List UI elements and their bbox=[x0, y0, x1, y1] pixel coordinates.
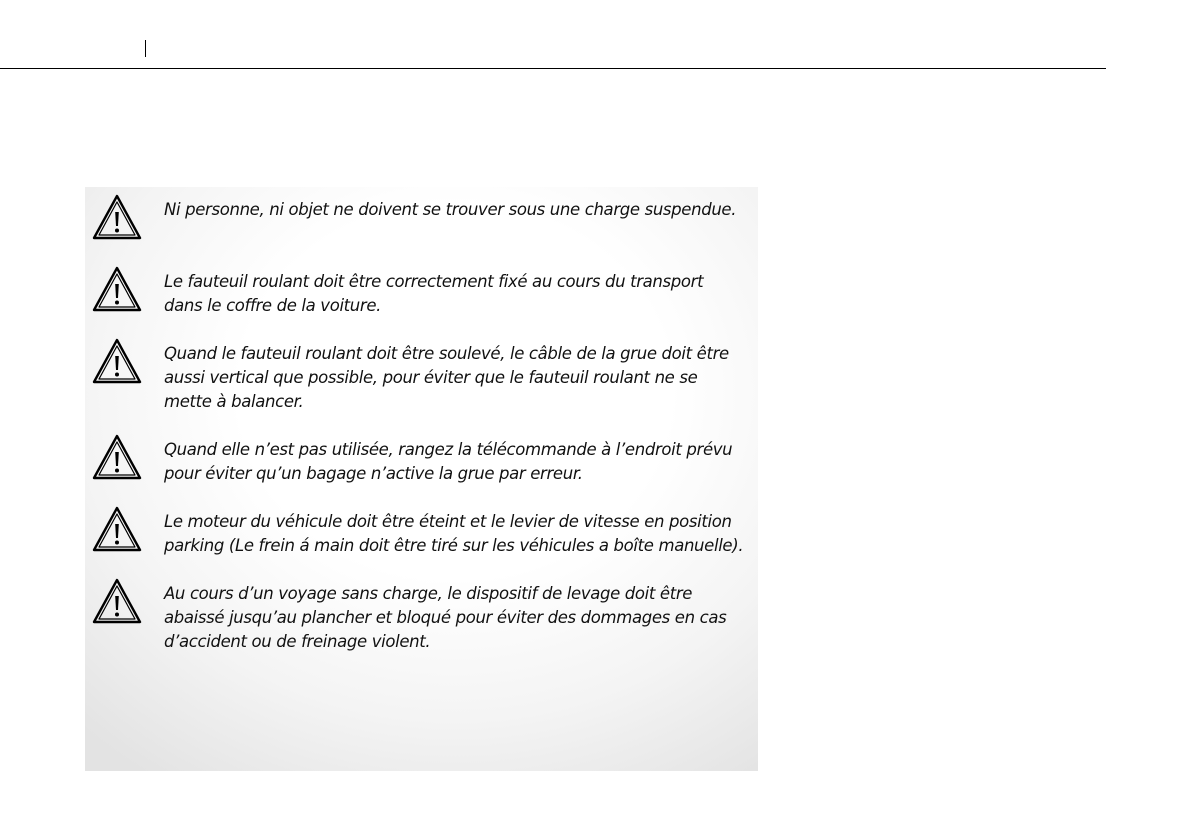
header-rule bbox=[0, 68, 1106, 69]
warning-text: Le fauteuil roulant doit être correctement fixé au cours du transport dans le coffre de la voiture. bbox=[164, 272, 704, 315]
warning-text: Le moteur du véhicule doit être éteint et le levier de vitesse en position parking (Le frein á main doit être tiré sur les véhicules a boîte manuelle). bbox=[164, 512, 744, 555]
warning-triangle-icon bbox=[92, 266, 142, 312]
warning-triangle-icon bbox=[92, 578, 142, 624]
warning-triangle-icon bbox=[92, 194, 142, 240]
header-tick-mark bbox=[145, 40, 146, 57]
warning-triangle-icon bbox=[92, 338, 142, 384]
warning-text: Au cours d’un voyage sans charge, le dispositif de levage doit être abaissé jusqu’au plancher et bloqué pour éviter des dommages en cas d’accident ou de freinage violent. bbox=[164, 584, 727, 651]
warning-text: Quand le fauteuil roulant doit être soulevé, le câble de la grue doit être aussi vertical que possible, pour éviter que le fauteuil roulant ne se mette à balancer. bbox=[164, 344, 729, 411]
warning-triangle-icon bbox=[92, 506, 142, 552]
warning-triangle-icon bbox=[92, 434, 142, 480]
warning-text: Ni personne, ni objet ne doivent se trouver sous une charge suspendue. bbox=[164, 200, 737, 219]
warning-box bbox=[85, 187, 758, 771]
warning-text: Quand elle n’est pas utilisée, rangez la télécommande à l’endroit prévu pour éviter qu’un bagage n’active la grue par erreur. bbox=[164, 440, 733, 483]
